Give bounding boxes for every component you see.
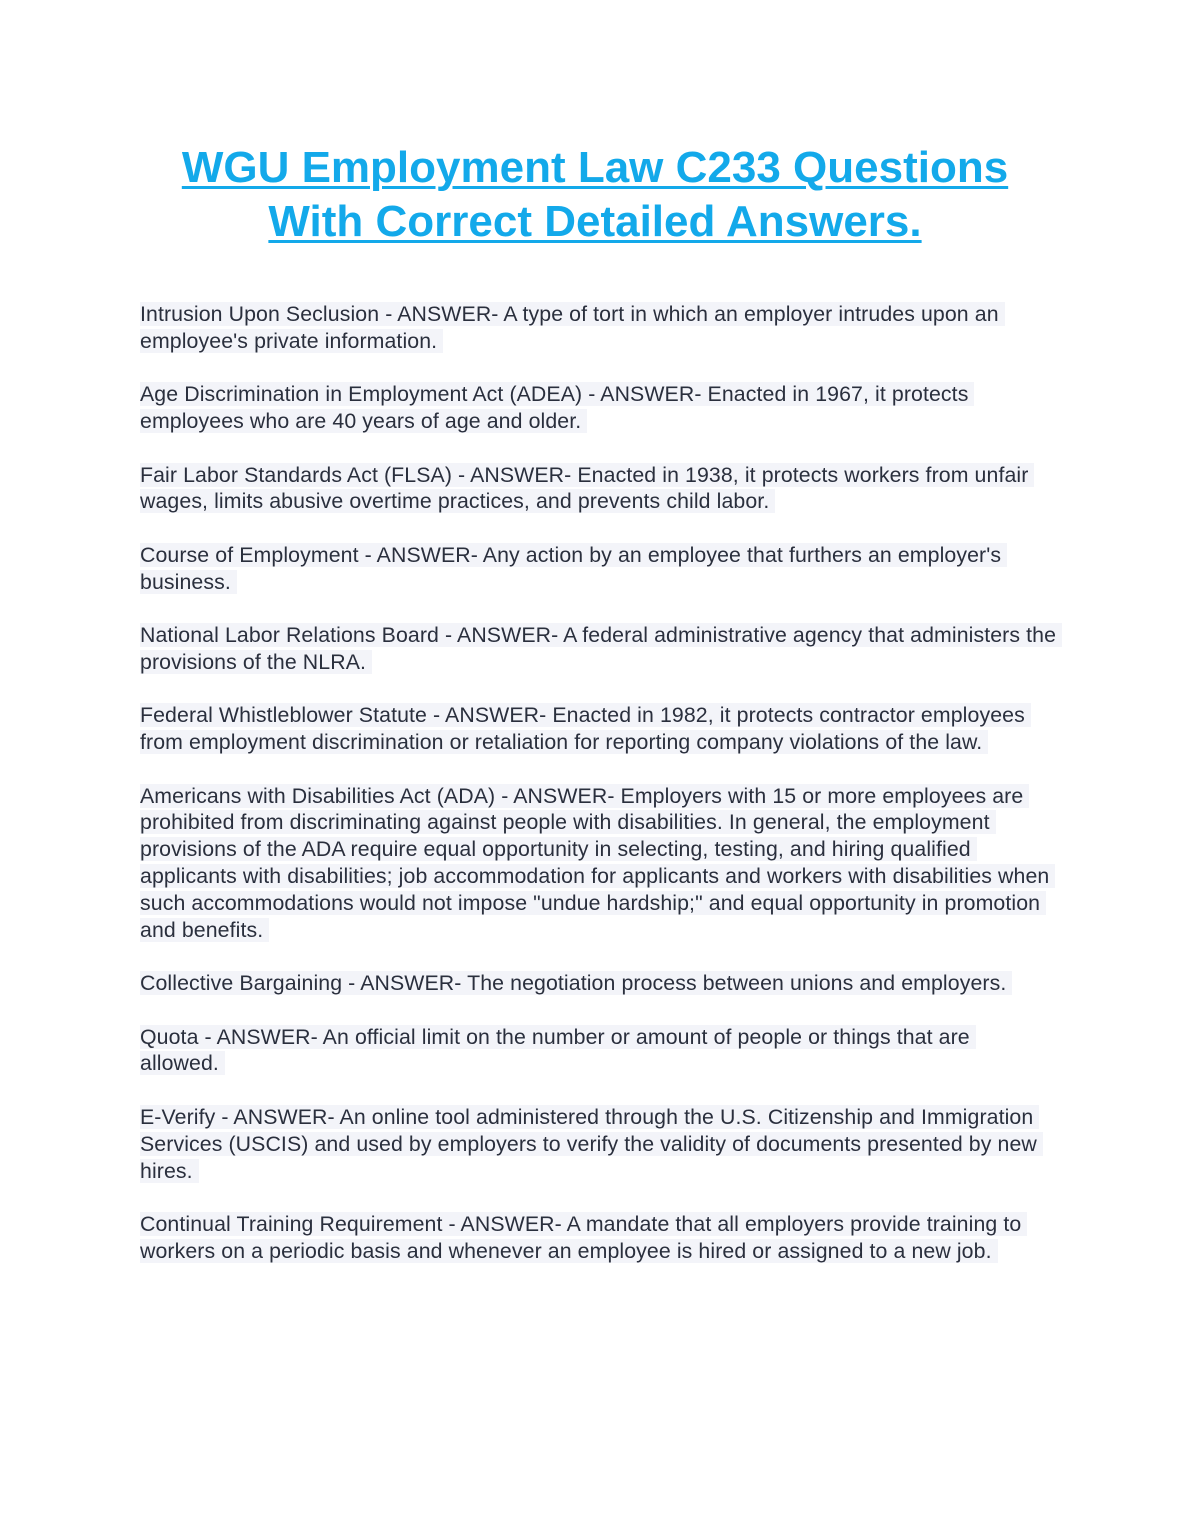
qa-text: Intrusion Upon Seclusion - ANSWER- A type of tort in which an employer intrudes upon an employee's private information. bbox=[140, 302, 1005, 353]
qa-text: Fair Labor Standards Act (FLSA) - ANSWER- Enacted in 1938, it protects workers from unfair wages, limits abusive overtime practices, and prevents child labor. bbox=[140, 463, 1034, 514]
qa-text: Continual Training Requirement - ANSWER- A mandate that all employers provide training to workers on a periodic basis and whenever an employee is hired or assigned to a new job. bbox=[140, 1212, 1027, 1263]
qa-text: Collective Bargaining - ANSWER- The negotiation process between unions and employers. bbox=[140, 971, 1012, 995]
qa-item-adea bbox=[140, 381, 1060, 435]
qa-item-whistleblower-statute bbox=[140, 702, 1060, 756]
qa-text: E-Verify - ANSWER- An online tool administered through the U.S. Citizenship and Immigration Services (USCIS) and used by employers to verify the validity of documents presented by new hires. bbox=[140, 1105, 1043, 1183]
qa-item-flsa bbox=[140, 462, 1060, 516]
qa-text: Age Discrimination in Employment Act (ADEA) - ANSWER- Enacted in 1967, it protects employees who are 40 years of age and older. bbox=[140, 382, 974, 433]
qa-item-collective-bargaining bbox=[140, 970, 1060, 997]
qa-text: Americans with Disabilities Act (ADA) - ANSWER- Employers with 15 or more employees are prohibited from discriminating against people with disabilities. In general, the employment provisions of the ADA require equal opportunity in selecting, testing, and hiring qualified applicants with disabilities; job accommodation for applicants and workers with disabilities when such accommodations would not impose "undue hardship;" and equal opportunity in promotion and benefits. bbox=[140, 784, 1055, 942]
qa-item-e-verify bbox=[140, 1104, 1060, 1184]
qa-text: Course of Employment - ANSWER- Any action by an employee that furthers an employer's business. bbox=[140, 543, 1007, 594]
qa-item-course-of-employment bbox=[140, 542, 1060, 596]
qa-item-nlrb bbox=[140, 622, 1060, 676]
qa-list bbox=[140, 301, 1060, 1291]
qa-text: Federal Whistleblower Statute - ANSWER- Enacted in 1982, it protects contractor employees from employment discrimination or retaliation for reporting company violations of the law. bbox=[140, 703, 1031, 754]
document-title[interactable]: WGU Employment Law C233 Questions With Correct Detailed Answers. bbox=[181, 143, 1009, 246]
qa-text: National Labor Relations Board - ANSWER- A federal administrative agency that administers the provisions of the NLRA. bbox=[140, 623, 1062, 674]
qa-item-intrusion-upon-seclusion bbox=[140, 301, 1060, 355]
qa-item-ada bbox=[140, 783, 1060, 944]
qa-item-continual-training bbox=[140, 1211, 1060, 1265]
qa-text: Quota - ANSWER- An official limit on the number or amount of people or things that are allowed. bbox=[140, 1025, 976, 1076]
qa-item-quota bbox=[140, 1024, 1060, 1078]
